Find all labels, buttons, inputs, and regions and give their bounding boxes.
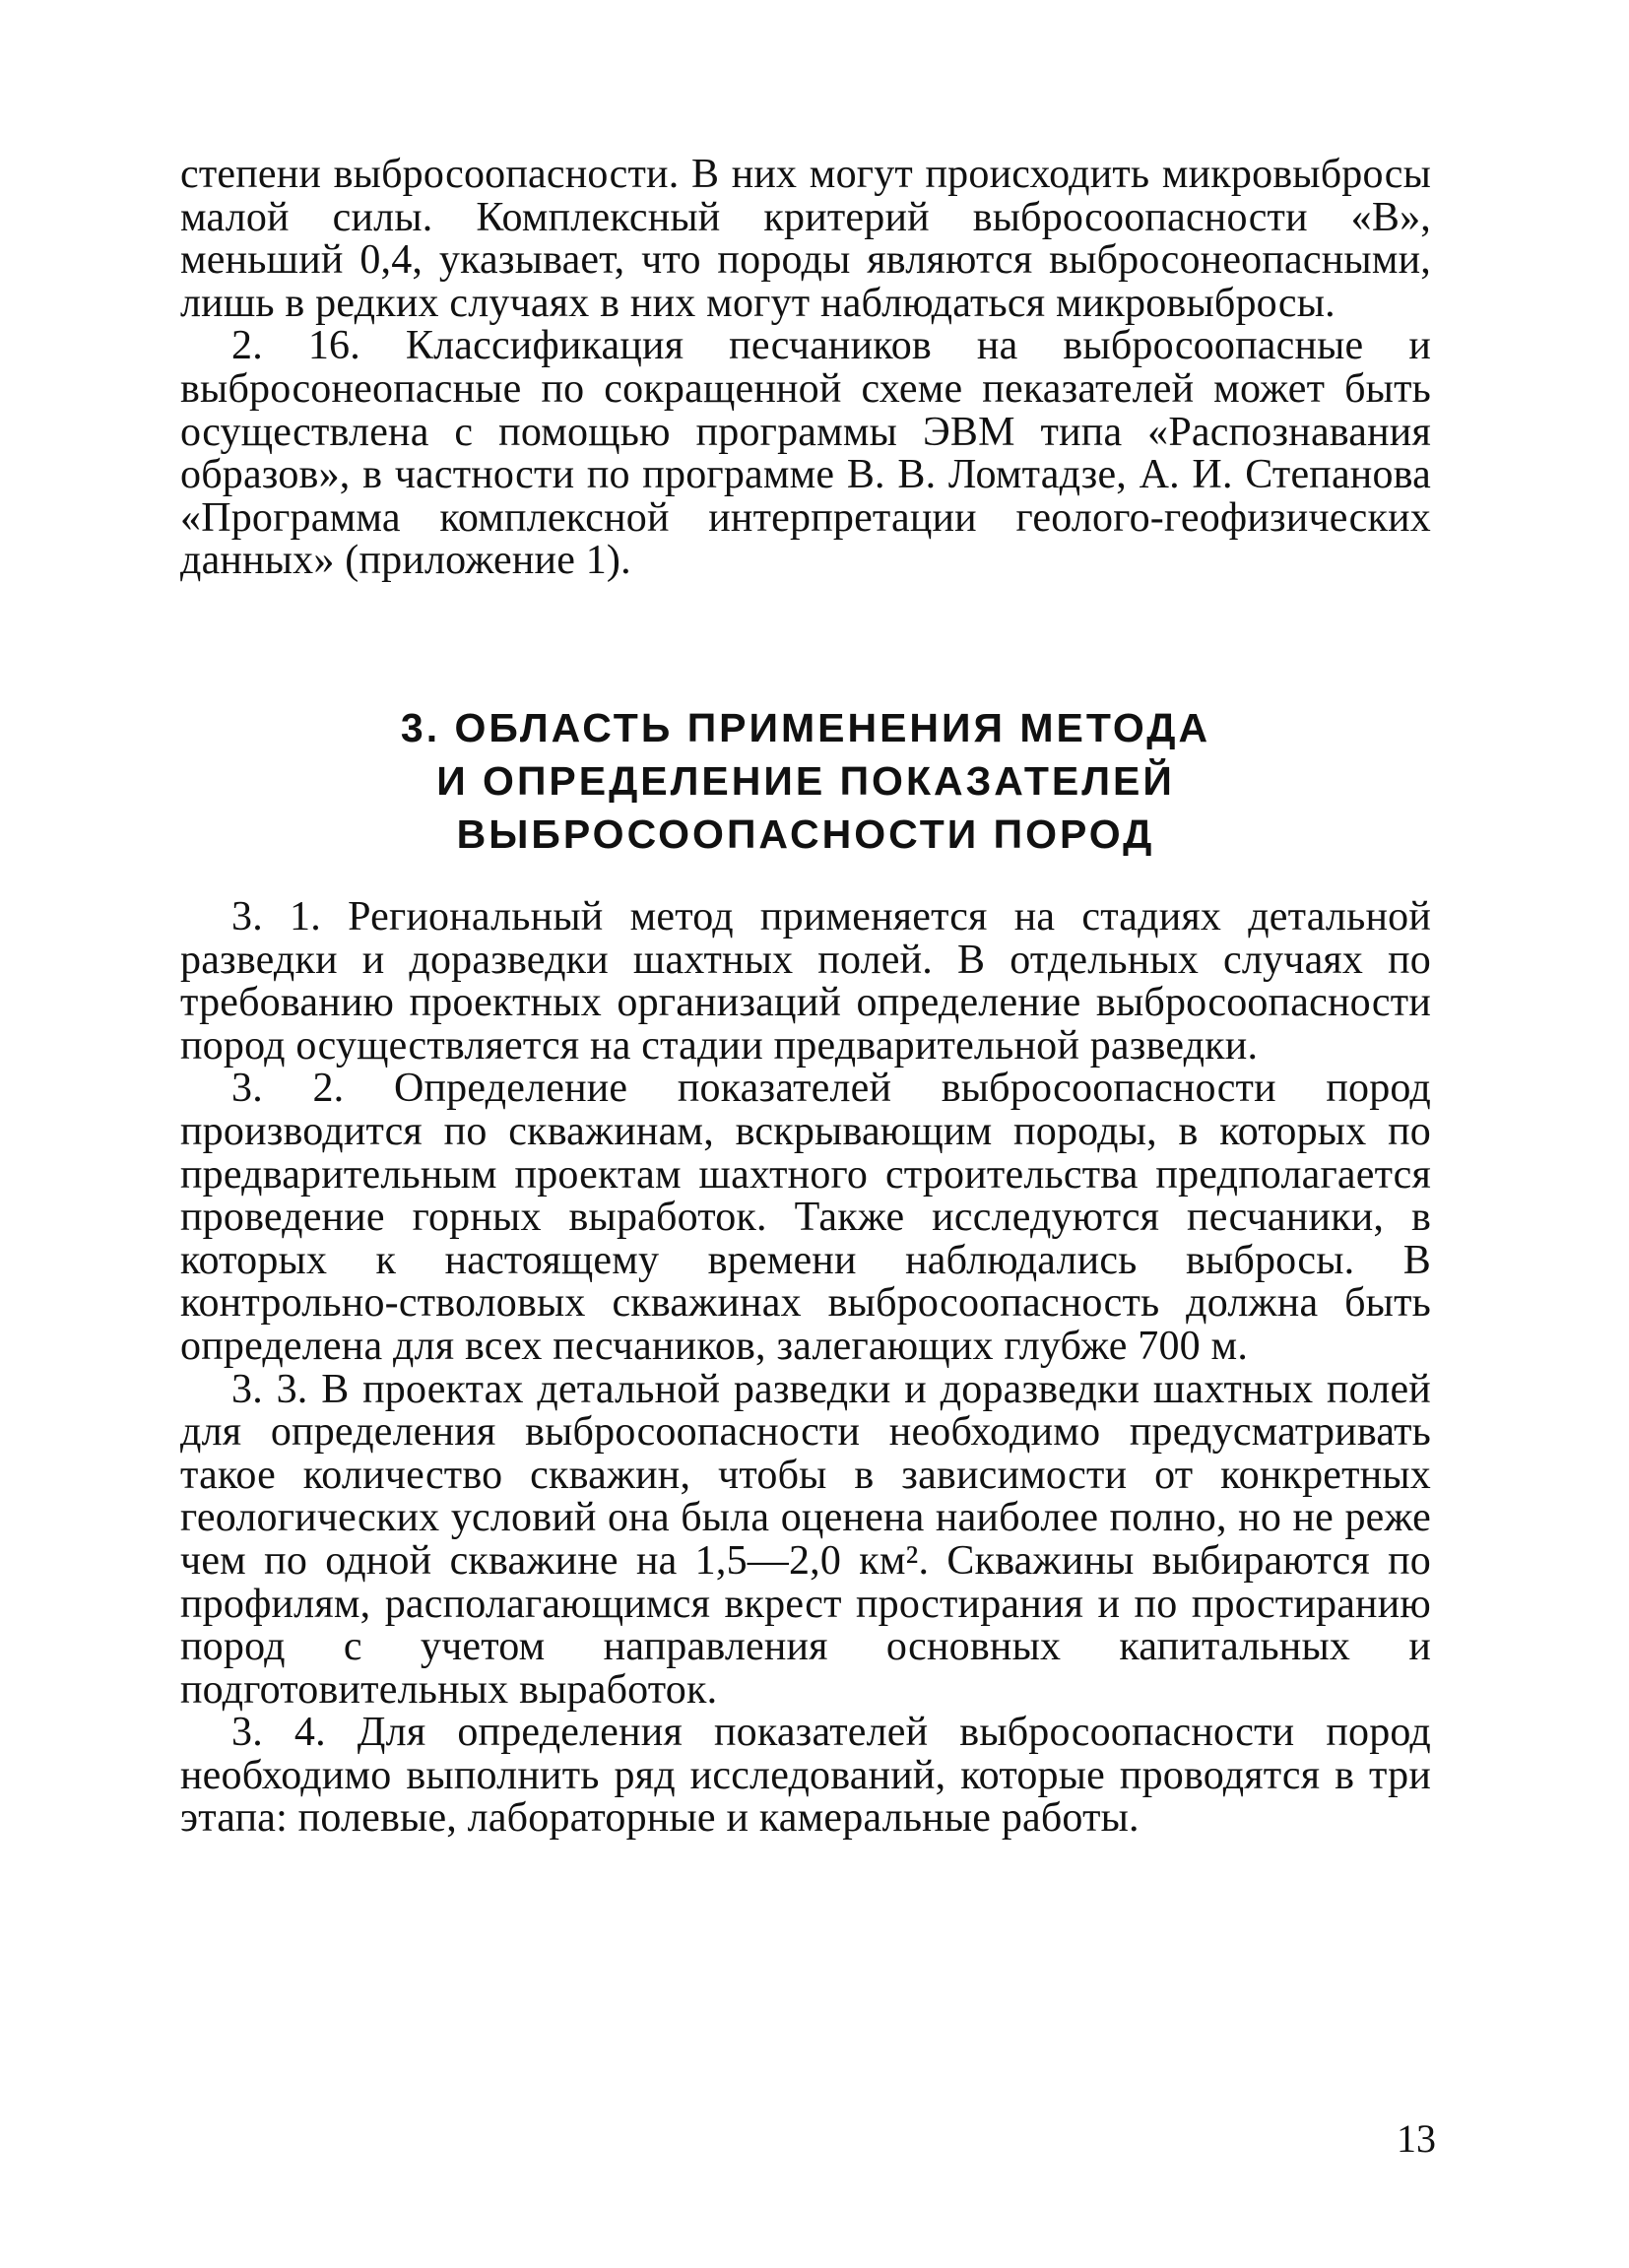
paragraph-3-3: 3. 3. В проектах детальной разведки и доразведки шахтных полей для определения выбросоопасности необходимо предусматривать такое количество скважин, чтобы в зависимости от конкретных геологических условий она была оценена наиболее полно, но не реже чем по одной скважине на 1,5—2,0 км². Скважины выбираются по профилям, располагающимся вкрест простирания и по простиранию пород с учетом направления основных капитальных и подготовительных выработок. [180, 1366, 1431, 1713]
paragraph-2-16: 2. 16. Классификация песчаников на выбросоопасные и выбросонеопасные по сокращенной схеме пеказателей может быть осуществлена с помощью программы ЭВМ типа «Распознавания образов», в частности по программе В. В. Ломтадзе, А. И. Степанова «Программа комплексной интерпретации геолого-геофизических данных» (приложение 1). [180, 323, 1431, 584]
section-3-text-block [180, 896, 1431, 1841]
section-heading [180, 701, 1431, 861]
top-text-block [180, 154, 1431, 583]
paragraph-3-1: 3. 1. Региональный метод применяется на стадиях детальной разведки и доразведки шахтных полей. В отдельных случаях по требованию проектных организаций определение выбросоопасности пород осуществляется на стадии предварительной разведки. [180, 894, 1431, 1069]
paragraph-3-4: 3. 4. Для определения показателей выбросоопасности пород необходимо выполнить ряд исследований, которые проводятся в три этапа: полевые, лабораторные и камеральные работы. [180, 1710, 1431, 1842]
section-heading-line-2: И ОПРЕДЕЛЕНИЕ ПОКАЗАТЕЛЕЙ [436, 758, 1175, 804]
section-heading-line-3: ВЫБРОСООПАСНОСТИ ПОРОД [456, 811, 1155, 857]
intro-paragraph: степени выбросоопасности. В них могут происходить микровыбросы малой силы. Комплексный критерий выбросоопасности «В», меньший 0,4, указывает, что породы являются выбросонеопасными, лишь в редких случаях в них могут наблюдаться микровыбросы. [180, 152, 1431, 326]
section-heading-line-1: 3. ОБЛАСТЬ ПРИМЕНЕНИЯ МЕТОДА [400, 705, 1211, 750]
page-number: 13 [1397, 2116, 1436, 2161]
paragraph-3-2: 3. 2. Определение показателей выбросоопасности пород производится по скважинам, вскрывающим породы, в которых по предварительным проектам шахтного строительства предполагается проведение горных выработок. Также исследуются песчаники, в которых к настоящему времени наблюдались выбросы. В контрольно-стволовых скважинах выбросоопасность должна быть определена для всех песчаников, залегающих глубже 700 м. [180, 1066, 1431, 1369]
